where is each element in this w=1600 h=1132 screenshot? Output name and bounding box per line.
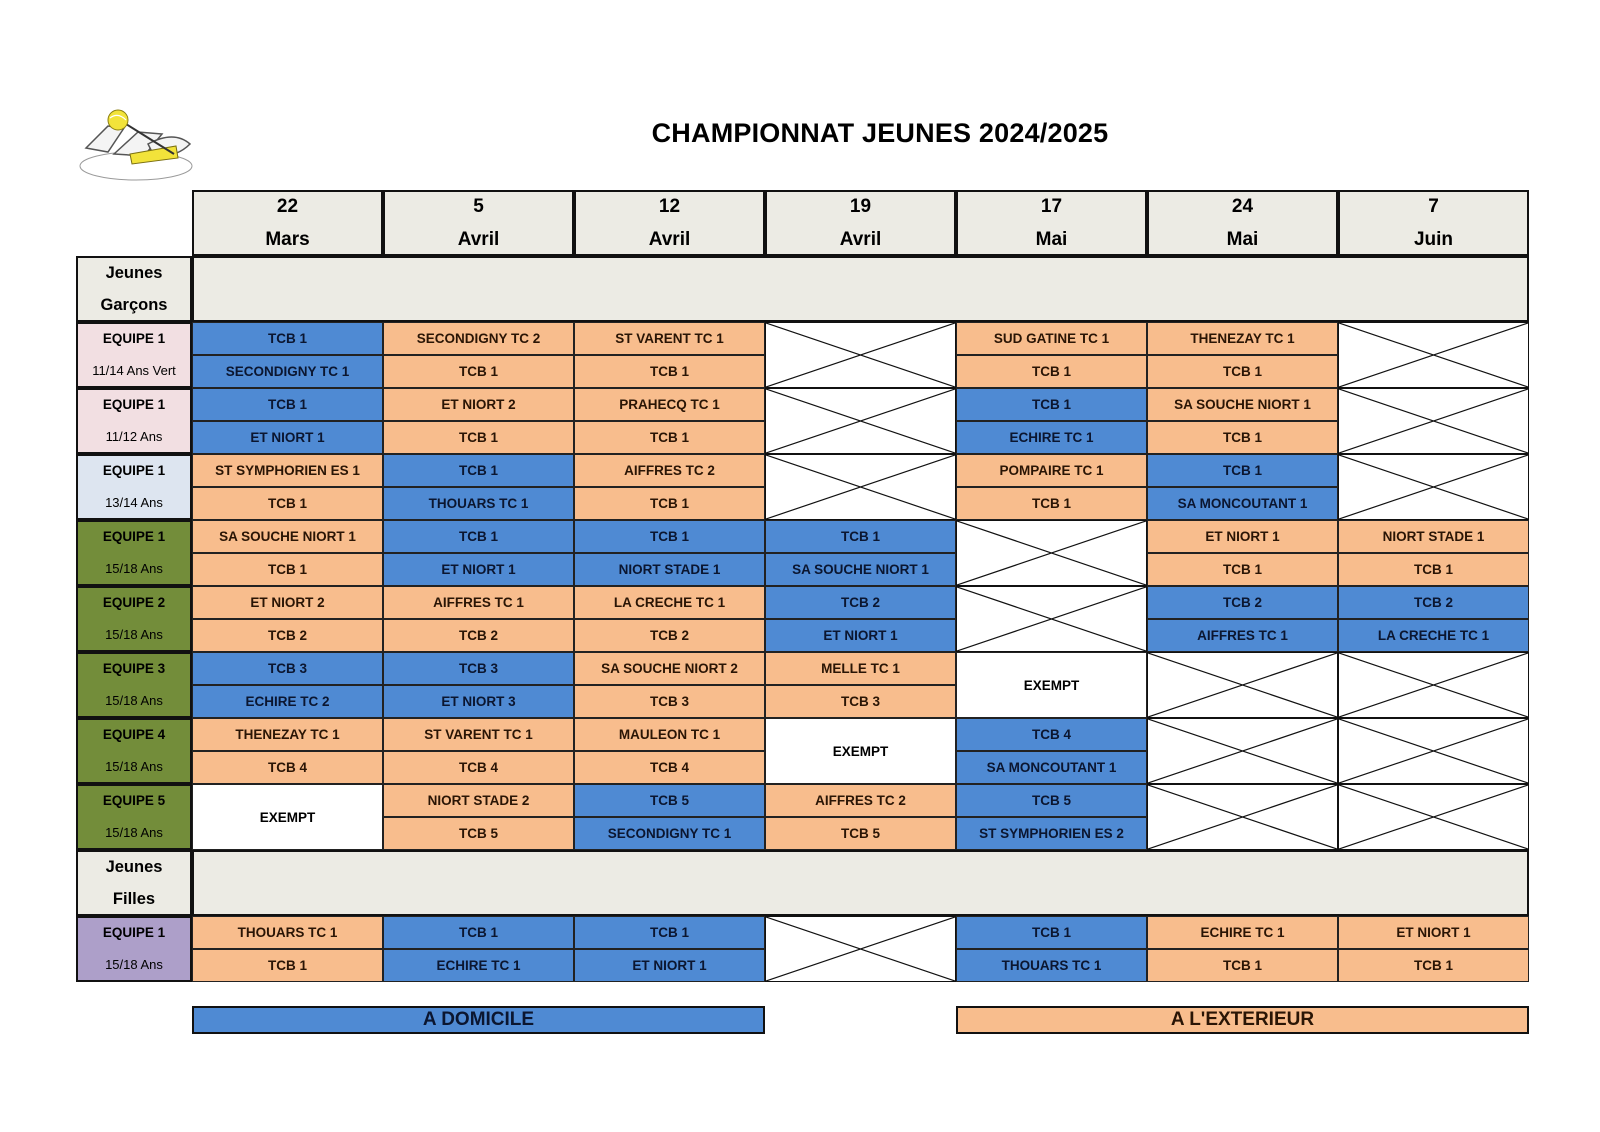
date-day: 22: [276, 196, 299, 217]
section-label-line: Garçons: [100, 296, 168, 314]
match-away-team: AIFFRES TC 1: [1147, 619, 1338, 652]
match-away-team: ET NIORT 1: [765, 619, 956, 652]
match-home-team: TCB 2: [1338, 586, 1529, 619]
date-month: Juin: [1413, 229, 1454, 250]
team-name: EQUIPE 1: [102, 529, 166, 544]
match-home-team: SA SOUCHE NIORT 2: [574, 652, 765, 685]
match-home-team: ET NIORT 1: [1147, 520, 1338, 553]
match-away-team: TCB 1: [1338, 949, 1529, 982]
match-away-team: TCB 1: [1338, 553, 1529, 586]
no-match-cell: [1147, 652, 1338, 718]
exempt-cell: EXEMPT: [956, 652, 1147, 718]
match-home-team: TCB 2: [765, 586, 956, 619]
no-match-cell: [1147, 784, 1338, 850]
cross-icon: [957, 521, 1146, 585]
match-home-team: PRAHECQ TC 1: [574, 388, 765, 421]
match-home-team: AIFFRES TC 2: [574, 454, 765, 487]
date-month: Mars: [265, 229, 310, 250]
cross-icon: [766, 323, 955, 387]
team-name: EQUIPE 2: [102, 595, 166, 610]
section-band: [192, 256, 1529, 322]
team-age-group: 11/12 Ans: [105, 429, 163, 444]
legend-away: A L'EXTERIEUR: [956, 1006, 1529, 1034]
date-header: [383, 190, 574, 256]
team-age-group: 15/18 Ans: [105, 825, 163, 840]
match-away-team: TCB 1: [1147, 355, 1338, 388]
match-home-team: MAULEON TC 1: [574, 718, 765, 751]
date-header: [574, 190, 765, 256]
match-away-team: TCB 4: [574, 751, 765, 784]
date-header: [1147, 190, 1338, 256]
no-match-cell: [1338, 454, 1529, 520]
match-home-team: NIORT STADE 2: [383, 784, 574, 817]
match-home-team: ET NIORT 2: [192, 586, 383, 619]
no-match-cell: [765, 322, 956, 388]
match-home-team: SUD GATINE TC 1: [956, 322, 1147, 355]
match-home-team: TCB 1: [1147, 454, 1338, 487]
match-away-team: ET NIORT 1: [192, 421, 383, 454]
no-match-cell: [1338, 718, 1529, 784]
match-home-team: TCB 1: [574, 916, 765, 949]
match-home-team: TCB 1: [192, 322, 383, 355]
date-month: Avril: [839, 229, 882, 250]
match-home-team: ET NIORT 2: [383, 388, 574, 421]
cross-icon: [766, 389, 955, 453]
date-day: 19: [849, 196, 872, 217]
match-home-team: SA SOUCHE NIORT 1: [1147, 388, 1338, 421]
match-away-team: TCB 1: [956, 487, 1147, 520]
team-label: [76, 586, 192, 652]
match-home-team: TCB 2: [1147, 586, 1338, 619]
match-away-team: TCB 1: [1147, 553, 1338, 586]
team-name: EQUIPE 1: [102, 925, 166, 940]
match-home-team: ST SYMPHORIEN ES 1: [192, 454, 383, 487]
match-home-team: NIORT STADE 1: [1338, 520, 1529, 553]
cross-icon: [1339, 785, 1528, 849]
match-away-team: TCB 1: [192, 487, 383, 520]
no-match-cell: [1338, 322, 1529, 388]
match-away-team: ST SYMPHORIEN ES 2: [956, 817, 1147, 850]
match-home-team: SA SOUCHE NIORT 1: [192, 520, 383, 553]
match-away-team: ET NIORT 3: [383, 685, 574, 718]
no-match-cell: [1147, 718, 1338, 784]
date-day: 12: [658, 196, 681, 217]
cross-icon: [766, 917, 955, 981]
no-match-cell: [1338, 388, 1529, 454]
match-home-team: TCB 1: [956, 388, 1147, 421]
team-age-group: 15/18 Ans: [105, 627, 163, 642]
match-away-team: TCB 3: [574, 685, 765, 718]
exempt-cell: EXEMPT: [192, 784, 383, 850]
match-home-team: TCB 1: [383, 916, 574, 949]
date-month: Mai: [1226, 229, 1259, 250]
team-label: [76, 388, 192, 454]
match-away-team: ET NIORT 1: [574, 949, 765, 982]
match-home-team: AIFFRES TC 2: [765, 784, 956, 817]
match-home-team: ST VARENT TC 1: [574, 322, 765, 355]
match-home-team: TCB 3: [192, 652, 383, 685]
cross-icon: [1148, 785, 1337, 849]
cross-icon: [1148, 653, 1337, 717]
match-away-team: SA MONCOUTANT 1: [1147, 487, 1338, 520]
cross-icon: [1339, 389, 1528, 453]
no-match-cell: [1338, 652, 1529, 718]
cross-icon: [1339, 323, 1528, 387]
match-home-team: ST VARENT TC 1: [383, 718, 574, 751]
match-away-team: TCB 1: [192, 553, 383, 586]
team-name: EQUIPE 1: [102, 463, 166, 478]
match-away-team: TCB 1: [574, 487, 765, 520]
team-age-group: 13/14 Ans: [105, 495, 163, 510]
date-month: Avril: [648, 229, 691, 250]
no-match-cell: [956, 586, 1147, 652]
section-label: [76, 256, 192, 322]
date-header: [765, 190, 956, 256]
match-home-team: TCB 1: [383, 520, 574, 553]
match-away-team: SA SOUCHE NIORT 1: [765, 553, 956, 586]
match-away-team: TCB 2: [383, 619, 574, 652]
match-away-team: ECHIRE TC 1: [956, 421, 1147, 454]
match-home-team: ET NIORT 1: [1338, 916, 1529, 949]
cross-icon: [1148, 719, 1337, 783]
section-label: [76, 850, 192, 916]
match-home-team: TCB 1: [574, 520, 765, 553]
team-name: EQUIPE 3: [102, 661, 166, 676]
page-title: CHAMPIONNAT JEUNES 2024/2025: [651, 118, 1109, 148]
match-away-team: ET NIORT 1: [383, 553, 574, 586]
match-home-team: THENEZAY TC 1: [1147, 322, 1338, 355]
match-home-team: TCB 1: [765, 520, 956, 553]
no-match-cell: [1338, 784, 1529, 850]
match-away-team: SA MONCOUTANT 1: [956, 751, 1147, 784]
match-away-team: LA CRECHE TC 1: [1338, 619, 1529, 652]
match-away-team: TCB 1: [574, 355, 765, 388]
match-away-team: TCB 5: [383, 817, 574, 850]
section-label-line: Jeunes: [105, 264, 163, 282]
no-match-cell: [956, 520, 1147, 586]
cross-icon: [957, 587, 1146, 651]
match-away-team: TCB 3: [765, 685, 956, 718]
team-label: [76, 322, 192, 388]
match-away-team: TCB 1: [1147, 949, 1338, 982]
cross-icon: [1339, 719, 1528, 783]
match-home-team: MELLE TC 1: [765, 652, 956, 685]
date-day: 5: [473, 196, 484, 217]
date-month: Mai: [1035, 229, 1068, 250]
team-age-group: 15/18 Ans: [105, 693, 163, 708]
section-label-line: Filles: [112, 890, 156, 908]
match-home-team: TCB 4: [956, 718, 1147, 751]
match-home-team: THENEZAY TC 1: [192, 718, 383, 751]
match-home-team: POMPAIRE TC 1: [956, 454, 1147, 487]
date-month: Avril: [457, 229, 500, 250]
match-away-team: TCB 1: [1147, 421, 1338, 454]
team-age-group: 15/18 Ans: [105, 957, 163, 972]
match-away-team: TCB 1: [383, 421, 574, 454]
match-away-team: NIORT STADE 1: [574, 553, 765, 586]
date-header: [1338, 190, 1529, 256]
match-home-team: TCB 5: [574, 784, 765, 817]
team-label: [76, 520, 192, 586]
match-away-team: SECONDIGNY TC 1: [574, 817, 765, 850]
match-away-team: TCB 4: [192, 751, 383, 784]
match-home-team: TCB 1: [192, 388, 383, 421]
cross-icon: [1339, 455, 1528, 519]
team-age-group: 11/14 Ans Vert: [92, 363, 176, 378]
match-home-team: TCB 3: [383, 652, 574, 685]
section-band: [192, 850, 1529, 916]
match-away-team: TCB 1: [956, 355, 1147, 388]
match-away-team: ECHIRE TC 2: [192, 685, 383, 718]
match-home-team: TCB 1: [956, 916, 1147, 949]
cross-icon: [766, 455, 955, 519]
team-age-group: 15/18 Ans: [105, 561, 163, 576]
section-label-line: Jeunes: [105, 858, 163, 876]
match-home-team: ECHIRE TC 1: [1147, 916, 1338, 949]
match-home-team: TCB 5: [956, 784, 1147, 817]
team-label: [76, 916, 192, 982]
match-away-team: ECHIRE TC 1: [383, 949, 574, 982]
match-home-team: SECONDIGNY TC 2: [383, 322, 574, 355]
team-name: EQUIPE 4: [102, 727, 166, 742]
match-home-team: THOUARS TC 1: [192, 916, 383, 949]
match-away-team: TCB 1: [574, 421, 765, 454]
cross-icon: [1339, 653, 1528, 717]
team-name: EQUIPE 5: [102, 793, 166, 808]
match-home-team: TCB 1: [383, 454, 574, 487]
match-away-team: THOUARS TC 1: [956, 949, 1147, 982]
match-away-team: THOUARS TC 1: [383, 487, 574, 520]
match-away-team: SECONDIGNY TC 1: [192, 355, 383, 388]
date-day: 7: [1428, 196, 1439, 217]
match-away-team: TCB 2: [192, 619, 383, 652]
date-header: [956, 190, 1147, 256]
date-header: [192, 190, 383, 256]
match-away-team: TCB 1: [192, 949, 383, 982]
team-label: [76, 454, 192, 520]
date-day: 17: [1040, 196, 1063, 217]
team-label: [76, 784, 192, 850]
team-name: EQUIPE 1: [102, 331, 166, 346]
match-home-team: AIFFRES TC 1: [383, 586, 574, 619]
team-label: [76, 652, 192, 718]
match-home-team: LA CRECHE TC 1: [574, 586, 765, 619]
match-away-team: TCB 4: [383, 751, 574, 784]
no-match-cell: [765, 388, 956, 454]
team-age-group: 15/18 Ans: [105, 759, 163, 774]
team-label: [76, 718, 192, 784]
match-away-team: TCB 1: [383, 355, 574, 388]
match-away-team: TCB 5: [765, 817, 956, 850]
no-match-cell: [765, 916, 956, 982]
legend-home: A DOMICILE: [192, 1006, 765, 1034]
team-name: EQUIPE 1: [102, 397, 166, 412]
match-away-team: TCB 2: [574, 619, 765, 652]
date-day: 24: [1231, 196, 1254, 217]
no-match-cell: [765, 454, 956, 520]
exempt-cell: EXEMPT: [765, 718, 956, 784]
